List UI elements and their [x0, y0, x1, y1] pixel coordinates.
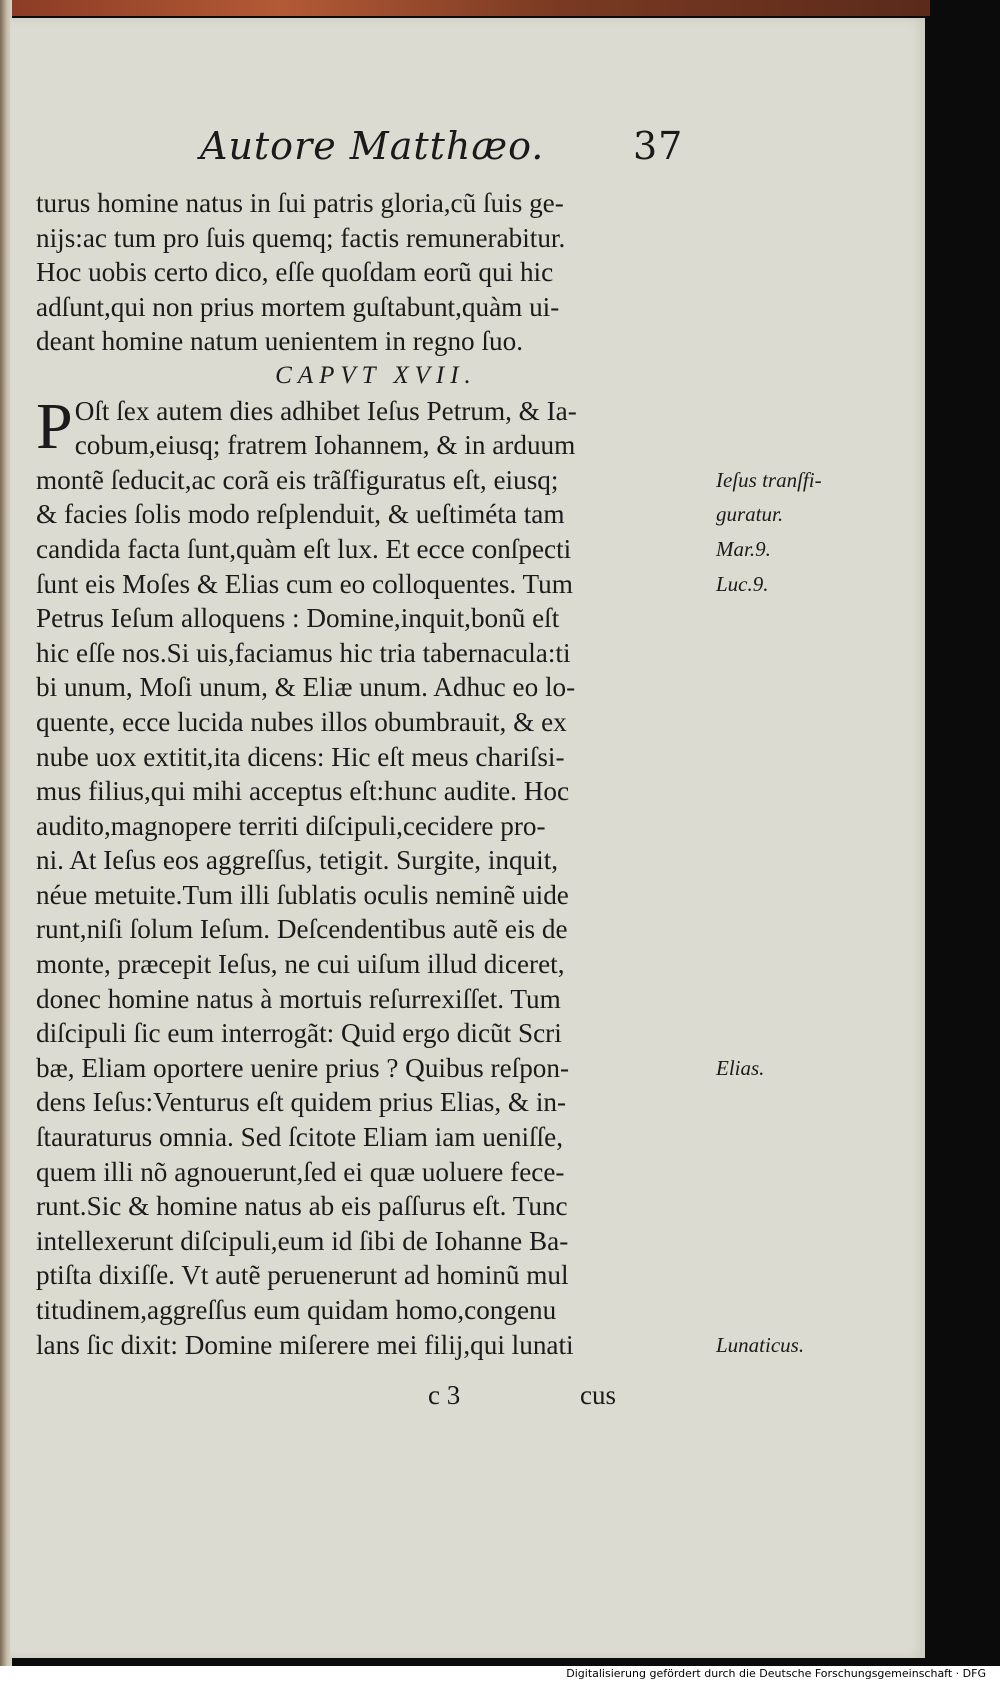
text-line: diſcipuli ſic eum interrogãt: Quid ergo dicũt Scri	[36, 1018, 562, 1049]
text-line: cobum,eiusq; fratrem Iohannem, & in arduum	[74, 430, 576, 461]
text-line: bi unum, Moſi unum, & Eliæ unum. Adhuc eo lo-	[36, 672, 576, 703]
margin-note: Lunaticus.	[716, 1332, 805, 1357]
text-line: intellexerunt diſcipuli,eum id ſibi de Iohanne Ba-	[36, 1225, 569, 1256]
catchword: cus	[580, 1380, 616, 1410]
drop-cap: P	[36, 389, 73, 463]
text-line: donec homine natus à mortuis reſurrexiſſet. Tum	[36, 983, 561, 1014]
page-number: 37	[633, 124, 684, 168]
text-line: deant homine natum uenientem in regno ſuo.	[36, 326, 523, 357]
drop-cap-block	[36, 389, 676, 463]
text-line: nube uox extitit,ita dicens: Hic eſt meus chariſsi-	[36, 741, 565, 772]
text-line: adſunt,qui non prius mortem guſtabunt,quàm ui-	[36, 291, 560, 322]
book-page	[10, 18, 925, 1658]
text-line: ſunt eis Moſes & Elias cum eo colloquentes. Tum	[36, 568, 573, 599]
margin-note: Luc.9.	[716, 571, 769, 596]
text-line: montẽ ſeducit,ac corã eis trãſfiguratus eſt, eiusq;	[36, 464, 559, 495]
text-line: candida facta ſunt,quàm eſt lux. Et ecce conſpecti	[36, 533, 572, 564]
text-line: quente, ecce lucida nubes illos obumbrauit, & ex	[36, 706, 567, 737]
text-line: Petrus Ieſum alloquens : Domine,inquit,bonũ eſt	[36, 603, 560, 634]
text-line: Oſt ſex autem dies adhibet Ieſus Petrum, & Ia-	[74, 395, 577, 426]
signature-mark: c 3	[428, 1380, 461, 1410]
footer-credit: Digitalisierung gefördert durch die Deutsche Forschungsgemeinschaft · DFG	[566, 1667, 986, 1680]
text-line: mus filius,qui mihi acceptus eſt:hunc audite. Hoc	[36, 776, 570, 807]
text-line: lans ſic dixit: Domine miſerere mei filij,qui lunati	[36, 1329, 574, 1360]
text-line: audito,magnopere territi diſcipuli,cecidere pro-	[36, 810, 546, 841]
text-line: ptiſta dixiſſe. Vt autẽ peruenerunt ad hominũ mul	[36, 1260, 569, 1291]
text-line: nijs:ac tum pro ſuis quemq; factis remunerabitur.	[36, 222, 566, 253]
running-head-title: Autore Matthæo.	[200, 124, 545, 168]
text-line: bæ, Eliam oportere uenire prius ? Quibus reſpon-	[36, 1052, 570, 1083]
margin-note: Elias.	[716, 1056, 765, 1080]
margin-note: Ieſus tranſfi-	[716, 467, 822, 492]
text-line: titudinem,aggreſſus eum quidam homo,congenu	[36, 1295, 557, 1325]
text-line: turus homine natus in ſui patris gloria,cũ ſuis ge-	[36, 188, 564, 218]
running-head	[200, 124, 700, 168]
text-line: dens Ieſus:Venturus eſt quidem prius Elias, & in-	[36, 1087, 567, 1118]
text-line: ſtauraturus omnia. Sed ſcitote Eliam iam ueniſſe,	[36, 1122, 563, 1153]
text-line: & facies ſolis modo reſplenduit, & ueſtiméta tam	[36, 499, 565, 530]
body-text	[36, 186, 822, 1362]
top-edge	[0, 0, 930, 16]
text-line: runt,niſi ſolum Ieſum. Deſcendentibus autẽ eis de	[36, 914, 568, 945]
text-line: Hoc uobis certo dico, eſſe quoſdam eorũ qui hic	[36, 257, 554, 288]
margin-note: guratur.	[716, 502, 784, 527]
text-line: hic eſſe nos.Si uis,faciamus hic tria tabernacula:ti	[36, 637, 571, 668]
chapter-heading: CAPVT XVII.	[275, 361, 477, 389]
text-line: quem illi nõ agnouerunt,ſed ei quæ uoluere fece-	[36, 1156, 565, 1187]
text-line: ni. At Ieſus eos aggreſſus, tetigit. Surgite, inquit,	[36, 845, 559, 876]
text-line: runt.Sic & homine natus ab eis paſſurus eſt. Tunc	[36, 1191, 568, 1222]
margin-note: Mar.9.	[716, 537, 771, 561]
text-line: néue metuite.Tum illi ſublatis oculis neminẽ uide	[36, 879, 569, 910]
text-line: monte, præcepit Ieſus, ne cui uiſum illud diceret,	[36, 949, 565, 980]
